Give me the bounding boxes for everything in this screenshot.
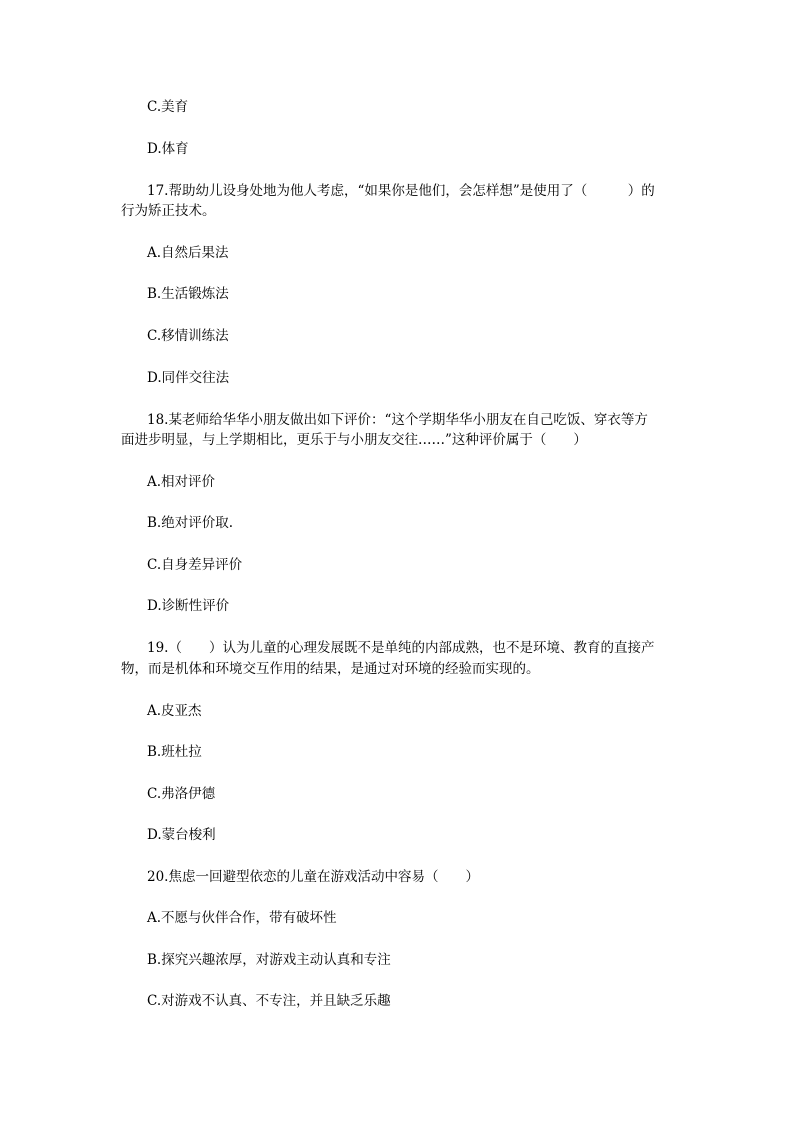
question-17-stem-line2: 行为矫正技术。: [121, 203, 216, 219]
question-20-stem-line1: 20.焦虑一回避型依恋的儿童在游戏活动中容易（ ）: [147, 869, 479, 885]
question-18-option-c: C.自身差异评价: [147, 557, 243, 573]
question-19-stem-line2: 物，而是机体和环境交互作用的结果，是通过对环境的经验而实现的。: [121, 661, 540, 677]
question-17-option-d: D.同伴交往法: [147, 370, 230, 386]
question-19-option-c: C.弗洛伊德: [147, 786, 216, 802]
option-c-meiyu: C.美育: [147, 99, 189, 115]
question-19-option-d: D.蒙台梭利: [147, 827, 216, 843]
question-20-option-b: B.探究兴趣浓厚，对游戏主动认真和专注: [147, 952, 391, 968]
question-18-option-a: A.相对评价: [147, 474, 216, 490]
question-17-option-b: B.生活锻炼法: [147, 286, 229, 302]
question-17-stem-line1: 17.帮助幼儿设身处地为他人考虑，“如果你是他们，会怎样想”是使用了（ ）的: [147, 183, 655, 199]
question-17-option-c: C.移情训练法: [147, 328, 229, 344]
question-18-option-d: D.诊断性评价: [147, 598, 230, 614]
question-19-stem-line1: 19.（ ）认为儿童的心理发展既不是单纯的内部成熟，也不是环境、教育的直接产: [147, 640, 655, 656]
question-18-stem-line1: 18.某老师给华华小朋友做出如下评价：“这个学期华华小朋友在自己吃饭、穿衣等方: [147, 412, 648, 428]
question-19-option-b: B.班杜拉: [147, 744, 202, 760]
question-19-option-a: A.皮亚杰: [147, 703, 202, 719]
question-20-option-a: A.不愿与伙伴合作，带有破坏性: [147, 910, 337, 926]
question-20-option-c: C.对游戏不认真、不专注，并且缺乏乐趣: [147, 993, 391, 1009]
option-d-tiyu: D.体育: [147, 141, 189, 157]
question-17-option-a: A.自然后果法: [147, 245, 229, 261]
question-18-stem-line2: 面进步明显，与上学期相比，更乐于与小朋友交往……”这种评价属于（ ）: [121, 432, 587, 448]
question-18-option-b: B.绝对评价取.: [147, 515, 234, 531]
